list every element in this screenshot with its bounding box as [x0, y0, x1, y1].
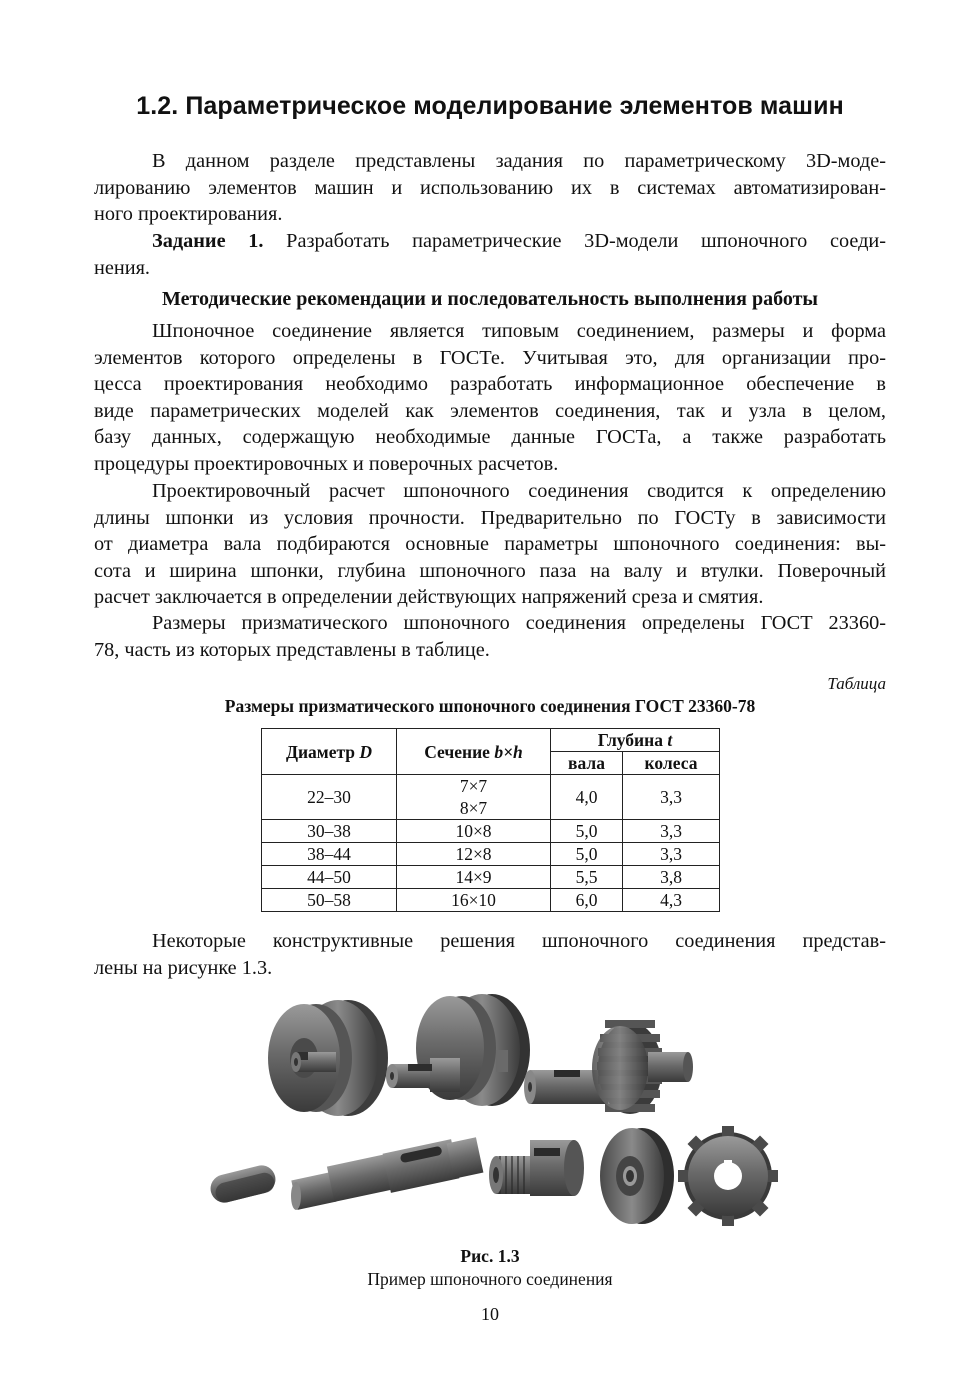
paragraph-1	[94, 318, 886, 478]
table-row	[262, 889, 720, 912]
cell-diameter: 50–58	[262, 889, 397, 912]
text-line: сота и ширина шпонки, глубина шпоночного паза на валу и втулки. Поверочный	[94, 559, 886, 582]
cell-section: 10×8	[397, 820, 551, 843]
text-line: Некоторые конструктивные решения шпоночного соединения представ-	[152, 930, 886, 952]
pulley-part	[600, 1128, 674, 1224]
page-number: 10	[481, 1304, 499, 1324]
cell-shaft: 4,0	[551, 775, 623, 820]
text-line: Задание 1. Разработать параметрические 3D-модели шпоночного соеди-	[152, 230, 886, 252]
spur-gear	[678, 1126, 778, 1226]
text-line: длины шпонки из условия прочности. Предварительно по ГОСТу в зависимости	[94, 506, 886, 529]
cell-diameter: 22–30	[262, 775, 397, 820]
stepped-shaft	[291, 1137, 483, 1210]
cell-section: 7×7 8×7	[397, 775, 551, 820]
table-row	[262, 775, 720, 820]
task-label: Задание 1.	[152, 230, 264, 252]
intro-paragraph	[94, 148, 886, 228]
cell-shaft: 5,0	[551, 820, 623, 843]
text-line: ного проектирования.	[94, 203, 283, 226]
text-line: лены на рисунке 1.3.	[94, 956, 273, 979]
header-shaft: вала	[551, 752, 623, 775]
table-label: Таблица	[827, 674, 886, 693]
text-line: от диаметра вала подбираются основные параметры шпоночного соединения: вы-	[94, 533, 886, 556]
table-row	[262, 866, 720, 889]
header-section: Сечение b×h	[397, 729, 551, 775]
paragraph-3	[94, 610, 886, 663]
figure-caption: Пример шпоночного соединения	[367, 1269, 613, 1289]
table-row	[262, 820, 720, 843]
table-header-row	[262, 729, 720, 752]
text-line: Шпоночное соединение является типовым соединением, размеры и форма	[152, 320, 886, 342]
pulley-assembly-2	[386, 994, 530, 1106]
text-line: 78, часть из которых представлены в таблице.	[94, 638, 490, 661]
text-line: лированию элементов машин и использованию их в системах автоматизирован-	[94, 176, 886, 199]
cell-hub: 3,3	[623, 843, 720, 866]
cell-diameter: 38–44	[262, 843, 397, 866]
text-line: цесса проектирования необходимо разработать информационное обеспечение в	[94, 373, 886, 396]
key-part	[208, 1162, 279, 1205]
text-line: расчет заключается в определении действующих напряжений среза и смятия.	[94, 586, 764, 609]
threaded-hub	[489, 1140, 584, 1196]
subheading: Методические рекомендации и последовательность выполнения работы	[161, 288, 819, 310]
cell-hub: 3,3	[623, 820, 720, 843]
pulley-assembly-1	[268, 1000, 388, 1116]
cell-section: 14×9	[397, 866, 551, 889]
paragraph-2	[94, 478, 886, 611]
cell-shaft: 6,0	[551, 889, 623, 912]
cell-diameter: 30–38	[262, 820, 397, 843]
text-line: базу данных, содержащую необходимые данные ГОСТа, а также разработать	[94, 426, 886, 449]
text-line: элементов которого определены в ГОСТе. Учитывая это, для организации про-	[94, 346, 886, 369]
paragraph-4	[94, 928, 886, 981]
text-line: процедуры проектировочных и поверочных расчетов.	[94, 452, 559, 475]
cell-hub: 4,3	[623, 889, 720, 912]
text-line: Проектировочный расчет шпоночного соединения сводится к определению	[152, 480, 886, 502]
cell-section: 16×10	[397, 889, 551, 912]
cell-hub: 3,8	[623, 866, 720, 889]
task-paragraph	[94, 228, 886, 281]
header-hub: колеса	[623, 752, 720, 775]
gost-table	[261, 728, 720, 912]
text-line: виде параметрических моделей как элементов соединения, так и узла в целом,	[94, 399, 886, 422]
section-title: 1.2. Параметрическое моделирование элементов машин	[136, 92, 844, 120]
header-depth: Глубина t	[551, 729, 720, 752]
text-line: Размеры призматического шпоночного соединения определены ГОСТ 23360-	[152, 612, 886, 634]
cell-section: 12×8	[397, 843, 551, 866]
text-line: В данном разделе представлены задания по параметрическому 3D-моде-	[152, 150, 886, 172]
table-row	[262, 843, 720, 866]
gear-shaft	[524, 1020, 693, 1114]
cell-hub: 3,3	[623, 775, 720, 820]
header-diameter: Диаметр D	[262, 729, 397, 775]
cell-shaft: 5,0	[551, 843, 623, 866]
figure-title: Рис. 1.3	[460, 1246, 520, 1266]
cell-shaft: 5,5	[551, 866, 623, 889]
figure-keyed-joints	[200, 990, 800, 1235]
table-title: Размеры призматического шпоночного соединения ГОСТ 23360-78	[224, 696, 756, 716]
cell-diameter: 44–50	[262, 866, 397, 889]
text-line: нения.	[94, 256, 150, 279]
